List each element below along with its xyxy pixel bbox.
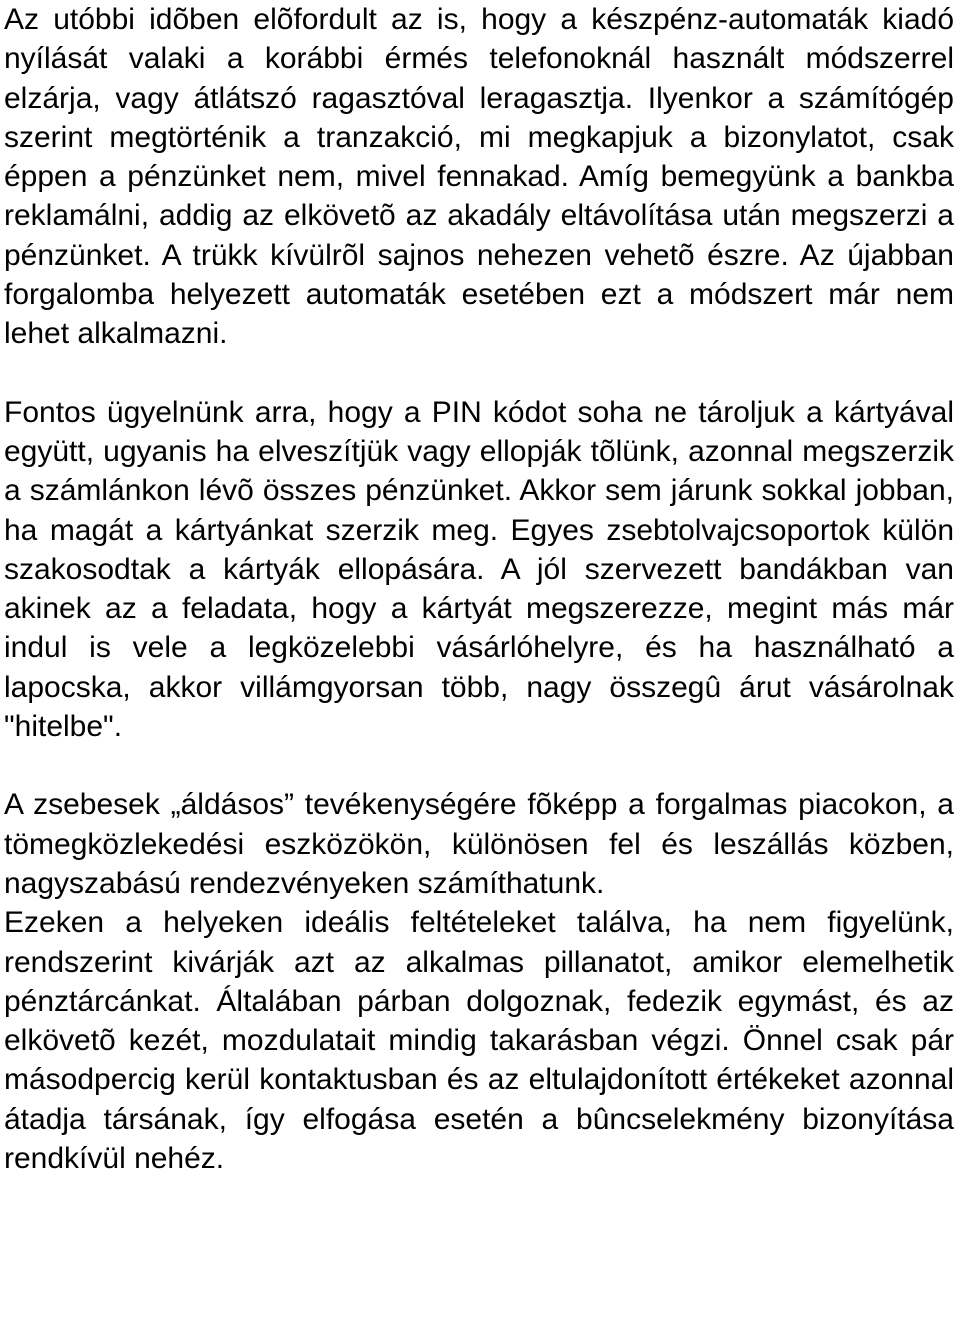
paragraph-spacer xyxy=(4,746,954,785)
document-page xyxy=(4,0,954,1178)
paragraph-pickpocket-method: Ezeken a helyeken ideális feltételeket találva, ha nem figyelünk, rendszerint kivárják azt az alkalmas pillanatot, amikor elemelhetik pénztárcánkat. Általában párban dolgoznak, fedezik egymást, és az elkövetõ kezét, mozdulatait mindig takarásban végzi. Önnel csak pár másodpercig kerül kontaktusban és az eltulajdonított értékeket azonnal átadja társának, így elfogása esetén a bûncselekmény bizonyítása rendkívül nehéz. xyxy=(4,906,954,1176)
paragraph-atm-trick: Az utóbbi idõben elõfordult az is, hogy a készpénz-automaták kiadó nyílását valaki a korábbi érmés telefonoknál használt módszerrel elzárja, vagy átlátszó ragasztóval leragasztja. Ilyenkor a számítógép szerint megtörténik a tranzakció, mi megkapjuk a bizonylatot, csak éppen a pénzünket nem, mivel fennakad. Amíg bemegyünk a bankba reklamálni, addig az elkövetõ az akadály eltávolítása után megszerzi a pénzünket. A trükk kívülrõl sajnos nehezen vehetõ észre. Az újabban forgalomba helyezett automaták esetében ezt a módszert már nem lehet alkalmazni. xyxy=(4,3,954,351)
paragraph-spacer xyxy=(4,354,954,393)
paragraph-pin-code: Fontos ügyelnünk arra, hogy a PIN kódot soha ne tároljuk a kártyával együtt, ugyanis ha elveszítjük vagy ellopják tõlünk, azonnal megszerzik a számlánkon lévõ összes pénzünket. Akkor sem járunk sokkal jobban, ha magát a kártyánkat szerzik meg. Egyes zsebtolvajcsoportok külön szakosodtak a kártyák ellopására. A jól szervezett bandákban van akinek az a feladata, hogy a kártyát megszerezze, megint más már indul is vele a legközelebbi vásárlóhelyre, és ha használható a lapocska, akkor villámgyorsan több, nagy összegû árut vásárolnak "hitelbe". xyxy=(4,395,954,744)
paragraph-pickpocket-locations: A zsebesek „áldásos” tevékenységére fõképp a forgalmas piacokon, a tömegközlekedési eszközökön, különösen fel és leszállás közben, nagyszabású rendezvényeken számíthatunk. xyxy=(4,788,954,900)
